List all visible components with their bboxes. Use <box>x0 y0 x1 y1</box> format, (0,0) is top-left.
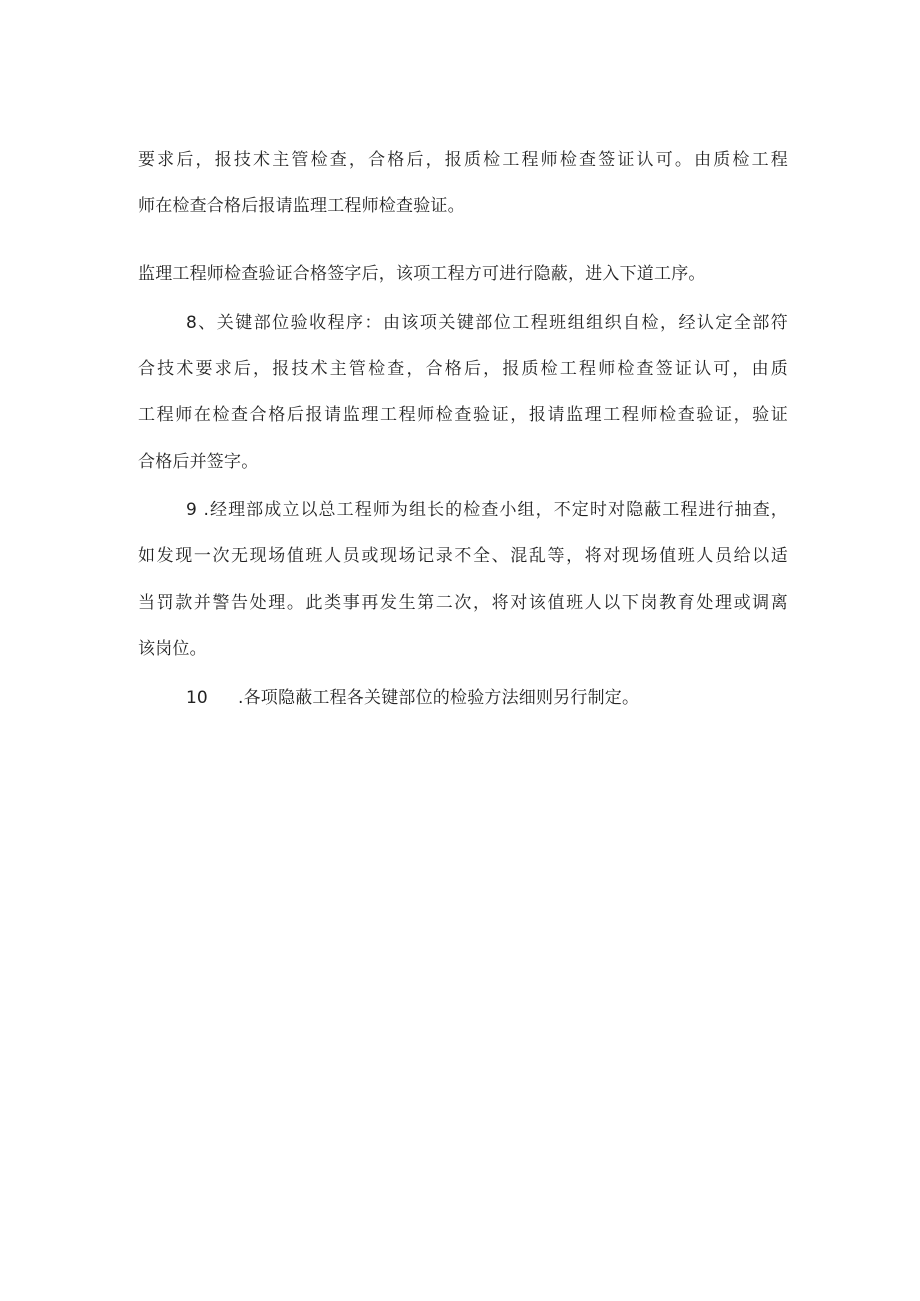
paragraph-3-line-3: 工程师在检查合格后报请监理工程师检查验证，报请监理工程师检查验证，验证 <box>138 405 788 425</box>
paragraph-1-line-1: 要求后，报技术主管检查，合格后，报质检工程师检查签证认可。由质检工程 <box>138 150 788 170</box>
paragraph-4-line-2: 如发现一次无现场值班人员或现场记录不全、混乱等，将对现场值班人员给以适 <box>138 546 788 566</box>
paragraph-2-line-1: 监理工程师检查验证合格签字后，该项工程方可进行隐蔽，进入下道工序。 <box>138 264 706 284</box>
paragraph-4-line-1: 9 .经理部成立以总工程师为组长的检查小组，不定时对隐蔽工程进行抽查， <box>186 500 788 520</box>
paragraph-3-line-4: 合格后并签字。 <box>138 452 259 472</box>
paragraph-5-text: .各项隐蔽工程各关键部位的检验方法细则另行制定。 <box>238 688 640 708</box>
paragraph-3-line-1: 8、关键部位验收程序：由该项关键部位工程班组组织自检，经认定全部符 <box>186 313 788 333</box>
paragraph-5-number: 10 <box>186 688 208 708</box>
paragraph-4-line-3: 当罚款并警告处理。此类事再发生第二次，将对该值班人以下岗教育处理或调离 <box>138 593 788 613</box>
paragraph-1-line-2: 师在检查合格后报请监理工程师检查验证。 <box>138 196 465 216</box>
paragraph-4-line-4: 该岗位。 <box>138 639 207 659</box>
paragraph-3-line-2: 合技术要求后，报技术主管检查，合格后，报质检工程师检查签证认可，由质 <box>138 359 788 379</box>
